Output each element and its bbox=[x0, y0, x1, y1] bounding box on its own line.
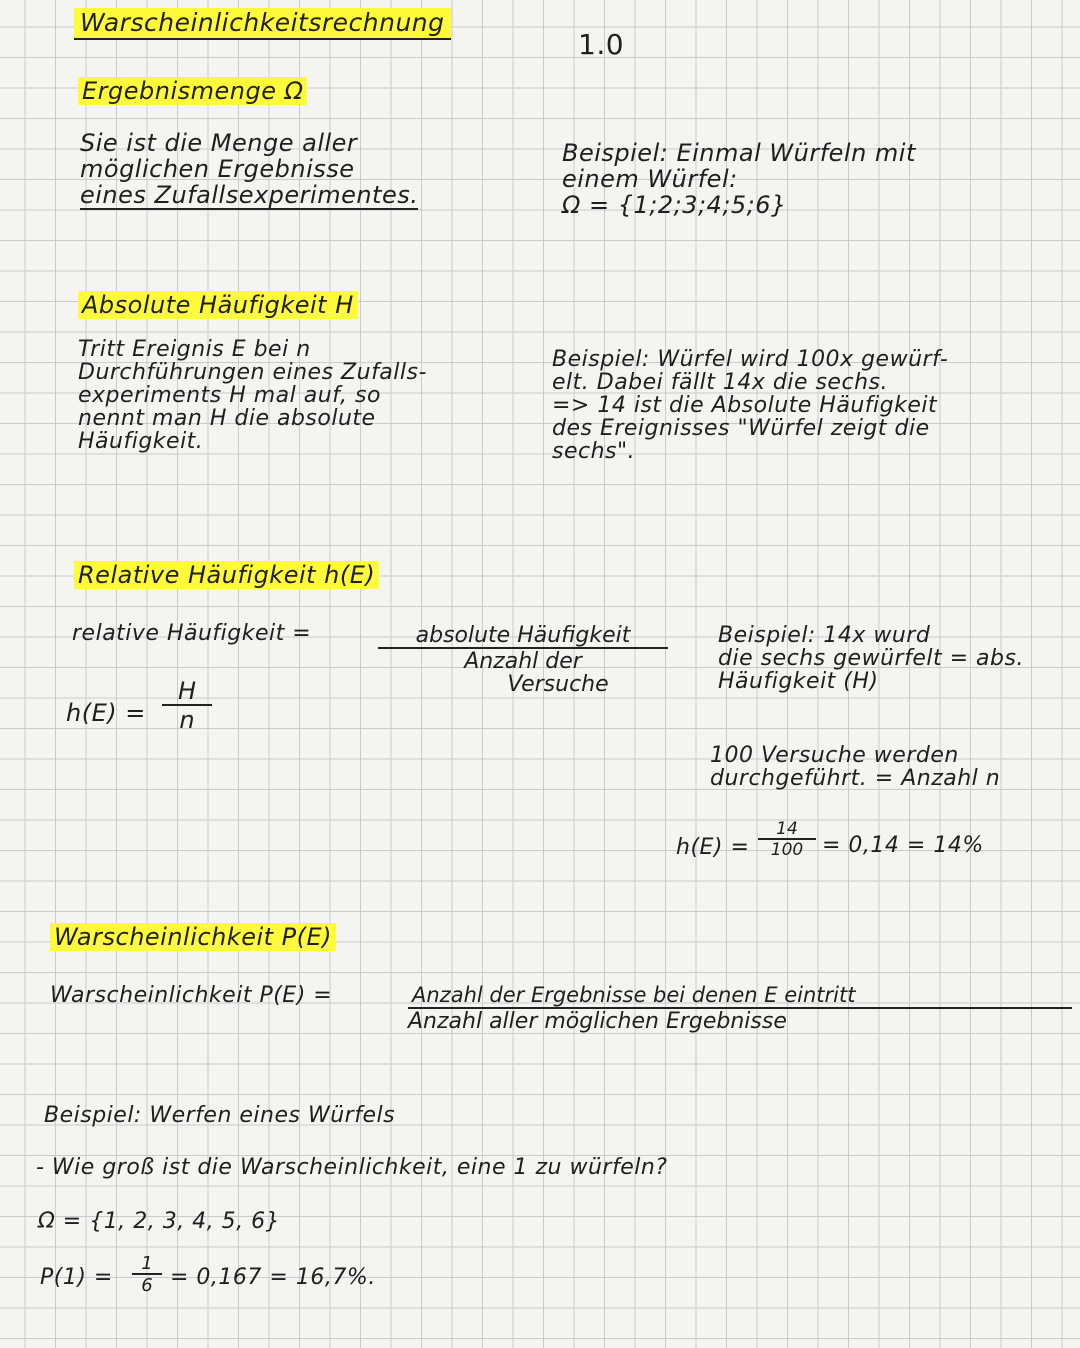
text-line: Tritt Ereignis E bei n bbox=[78, 337, 311, 362]
text-line: Sie ist die Menge aller bbox=[80, 129, 358, 157]
section-heading-ergebnismenge bbox=[78, 78, 307, 104]
text-line: Beispiel: Einmal Würfeln mit bbox=[562, 139, 916, 167]
page-title bbox=[74, 8, 451, 37]
fraction-denominator-line2: Versuche bbox=[507, 672, 609, 697]
relative-calc-fraction bbox=[758, 820, 816, 859]
relative-formula-fraction bbox=[378, 624, 668, 696]
fraction-denominator: Anzahl aller möglichen Ergebnisse bbox=[408, 1009, 787, 1034]
text-line: sechs". bbox=[552, 439, 636, 464]
fraction-denominator: 100 bbox=[770, 840, 804, 860]
heading-text: Relative Häufigkeit h(E) bbox=[74, 561, 379, 589]
fraction-numerator: 14 bbox=[758, 820, 816, 840]
relative-short-fraction bbox=[162, 678, 212, 733]
text-line: des Ereignisses "Würfel zeigt die bbox=[552, 416, 930, 441]
text-line: Durchführungen eines Zufalls- bbox=[78, 360, 427, 385]
relative-calc-lhs: h(E) = bbox=[676, 835, 750, 860]
text-line: durchgeführt. = Anzahl n bbox=[710, 766, 1001, 791]
definition-ergebnismenge bbox=[80, 130, 418, 210]
heading-text: Absolute Häufigkeit H bbox=[78, 291, 358, 319]
text-line: Beispiel: 14x wurd bbox=[718, 623, 931, 648]
section-heading-absolute bbox=[78, 292, 358, 318]
relative-calc-rhs: = 0,14 = 14% bbox=[822, 833, 984, 858]
fraction-denominator: 6 bbox=[141, 1275, 153, 1296]
text-line: eines Zufallsexperimentes. bbox=[80, 181, 419, 209]
fraction-numerator: 1 bbox=[132, 1254, 162, 1275]
probability-question: - Wie groß ist die Warscheinlichkeit, eine 1 zu würfeln? bbox=[36, 1155, 668, 1180]
fraction-numerator: H bbox=[162, 678, 212, 706]
text-line: experiments H mal auf, so bbox=[78, 383, 381, 408]
probability-formula-lhs: Warscheinlichkeit P(E) = bbox=[50, 983, 333, 1008]
text-line: elt. Dabei fällt 14x die sechs. bbox=[552, 370, 888, 395]
heading-text: Ergebnismenge Ω bbox=[78, 77, 307, 105]
fraction-numerator: absolute Häufigkeit bbox=[378, 624, 668, 649]
text-line: Häufigkeit (H) bbox=[718, 669, 879, 694]
definition-absolute bbox=[78, 338, 427, 453]
text-line: nennt man H die absolute bbox=[78, 406, 376, 431]
probability-formula-fraction bbox=[408, 984, 1072, 1033]
probability-p-rhs: = 0,167 = 16,7%. bbox=[170, 1265, 376, 1290]
text-line: => 14 ist die Absolute Häufigkeit bbox=[552, 393, 938, 418]
text-line: 100 Versuche werden bbox=[710, 743, 959, 768]
section-heading-relative bbox=[74, 562, 379, 588]
fraction-denominator: Anzahl der bbox=[464, 649, 582, 674]
fraction-denominator: n bbox=[179, 706, 195, 734]
text-line: Beispiel: Würfel wird 100x gewürf- bbox=[552, 347, 949, 372]
relative-short-lhs: h(E) = bbox=[66, 699, 146, 727]
probability-example-title: Beispiel: Werfen eines Würfels bbox=[44, 1103, 396, 1128]
example-relative bbox=[718, 624, 1024, 693]
page-title-text: Warscheinlichkeitsrechnung bbox=[74, 8, 451, 40]
probability-omega: Ω = {1, 2, 3, 4, 5, 6} bbox=[38, 1209, 281, 1234]
probability-p-fraction bbox=[132, 1254, 162, 1295]
probability-p-lhs: P(1) = bbox=[40, 1265, 113, 1290]
text-line: möglichen Ergebnisse bbox=[80, 155, 355, 183]
example-ergebnismenge bbox=[562, 140, 916, 218]
text-line: Ω = {1;2;3;4;5;6} bbox=[562, 191, 787, 219]
section-heading-wahrscheinlichkeit bbox=[50, 924, 336, 950]
text-line: Häufigkeit. bbox=[78, 429, 204, 454]
example-relative-2 bbox=[710, 744, 1000, 790]
fraction-numerator: Anzahl der Ergebnisse bei denen E eintritt bbox=[408, 984, 1072, 1009]
example-absolute bbox=[552, 348, 948, 463]
page-number: 1.0 bbox=[578, 28, 625, 61]
text-line: die sechs gewürfelt = abs. bbox=[718, 646, 1024, 671]
relative-formula-lhs: relative Häufigkeit = bbox=[72, 621, 312, 646]
text-line: einem Würfel: bbox=[562, 165, 738, 193]
heading-text: Warscheinlichkeit P(E) bbox=[50, 923, 336, 951]
